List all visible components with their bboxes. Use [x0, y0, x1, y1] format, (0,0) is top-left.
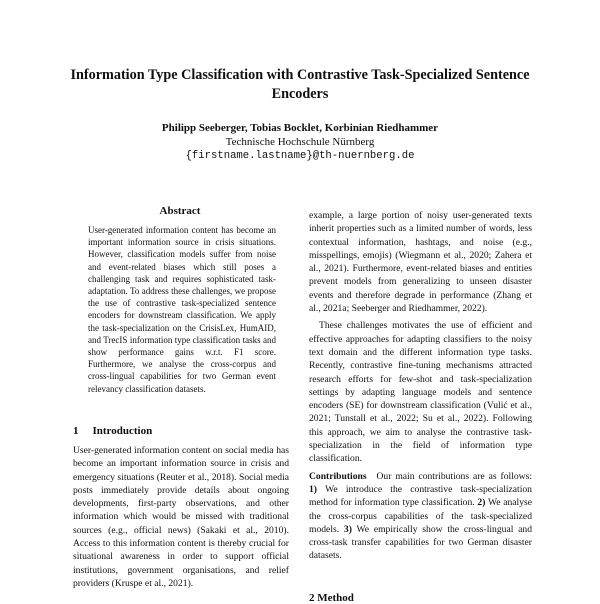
right-column [309, 209, 532, 567]
abstract-heading: Abstract [159, 205, 201, 217]
abstract-text: User-generated information content has become an important information source in crisis situations. However, classification models suffer from noise and event-related biases which still poses a challenging task and requires sophisticated task-adaptation. To address these challenges, we propose the use of contrastive task-specialized sentence encoders for downstream classification. We apply the task-specialization on the CrisisLex, HumAID, and TrecIS information type classification tasks and show performance gains w.r.t. F1 score. Furthermore, we analyse the cross-corpus and cross-lingual capabilities for two German event relevancy classification datasets. [88, 225, 276, 394]
contribution-3-number: 3) [343, 523, 352, 535]
right-paragraph-1: example, a large portion of noisy user-generated texts inherit properties such as a limited number of words, less contextual information, hashtags, and noise (e.g., misspellings, emojis) (Wiegmann et al., 2020; Zahera et al., 2021). Furthermore, event-related biases and entities prevent models from generalizing to unseen disaster events and therefore degrade in performance (Zhang et al., 2021a; Seeberger and Riedhammer, 2022). [309, 210, 532, 315]
paper-title: Information Type Classification with Contrastive Task-Specialized Sentence Encoders [70, 67, 530, 102]
contributions-heading: Contributions [309, 470, 367, 482]
contribution-3: We empirically show the cross-lingual and cross-task transfer capabilities for two German disaster datasets. [309, 523, 532, 562]
contribution-1-number: 1) [309, 483, 317, 495]
intro-heading [73, 425, 152, 437]
affiliation: Technische Hochschule Nürnberg [225, 136, 375, 148]
right-paragraph-2: These challenges motivates the use of efficient and effective approaches for adapting classifiers to the noisy text domain and the different information type tasks. Recently, contrastive fine-tuning mechanisms attracted research efforts for few-shot and task-specialization settings by adapting language models and sentence encoders (SE) for downstream classification (Vulić et al., 2021; Tunstall et al., 2022; Su et al., 2022). Following this approach, we aim to analyse the contrastive task-specialization in the field of information type classification. [309, 320, 532, 465]
intro-text: User-generated information content on social media has become an important information source in crisis and emergency situations (Reuter et al., 2018). Social media posts immediately provide details about ongoing developments, first-party observations, and other information which would be missed with traditional sources (e.g., official news) (Sakaki et al., 2010). Access to this information content is thereby crucial for situational awareness in order to support official institutions, government organisations, and relief providers (Kruspe et al., 2021). [73, 445, 289, 589]
intro-section-title: Introduction [92, 425, 153, 437]
contribution-1: We introduce the contrastive task-specialization method for information type classification. [309, 483, 532, 509]
method-heading: 2 Method [309, 592, 354, 604]
contribution-2: We analyse the cross-corpus capabilities of the task-specialized models. [309, 497, 532, 535]
intro-section-number: 1 [73, 425, 79, 437]
contribution-2-number: 2) [477, 497, 486, 509]
contributions-intro: Our main contributions are as follows: [376, 470, 532, 482]
contributions-paragraph [309, 470, 532, 563]
author-block [60, 121, 540, 163]
author-email: {firstname.lastname}@th-nuernberg.de [185, 150, 415, 162]
author-names: Philipp Seeberger, Tobias Bocklet, Korbinian Riedhammer [161, 122, 439, 134]
